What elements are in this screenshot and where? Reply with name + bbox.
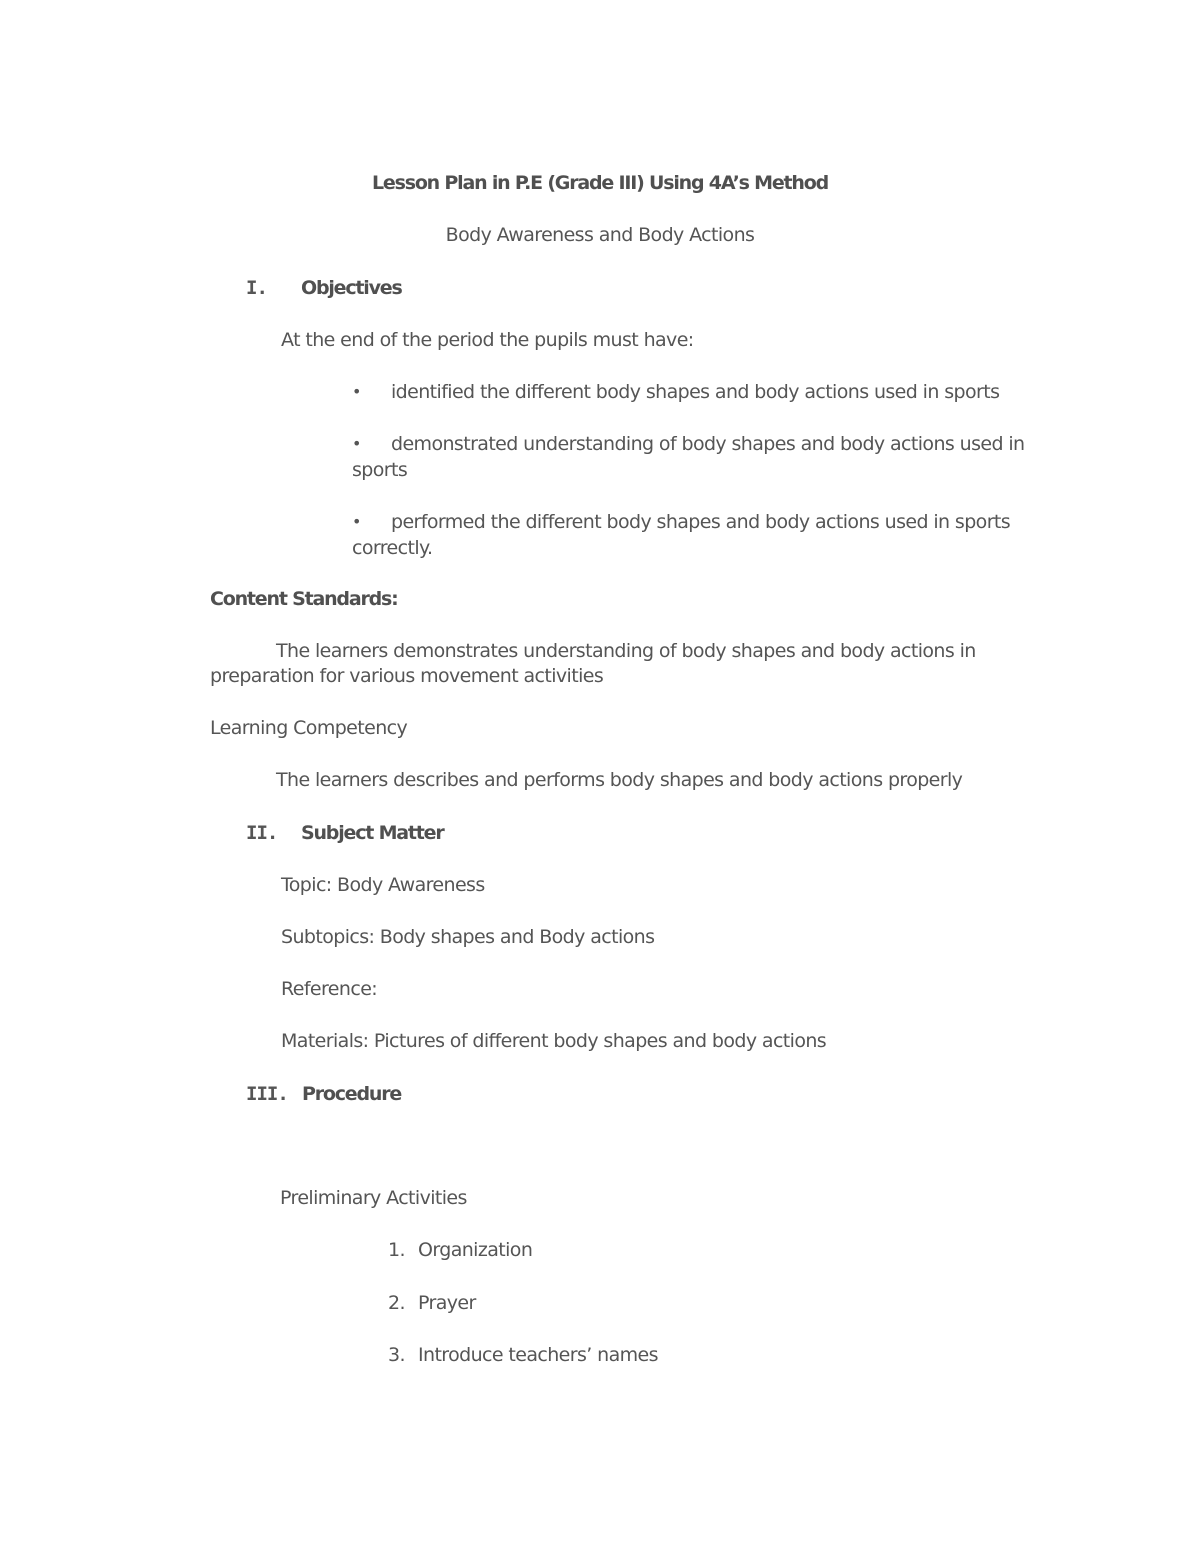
section-heading-procedure: Procedure (302, 1083, 402, 1105)
objectives-intro: At the end of the period the pupils must have: (281, 329, 694, 351)
bullet-icon: • (352, 434, 361, 453)
learning-competency-text: The learners describes and performs body shapes and body actions properly (276, 769, 963, 791)
objective-item-2: demonstrated understanding of body shapes and body actions used in sports (352, 433, 1025, 481)
section-heading-objectives: Objectives (301, 277, 402, 299)
section-numeral-objectives: I. (246, 277, 267, 299)
section-numeral-subject-matter: II. (246, 822, 278, 844)
subject-materials: Materials: Pictures of different body shapes and body actions (281, 1030, 827, 1052)
subject-topic: Topic: Body Awareness (281, 874, 485, 896)
procedure-item-number: 1. (388, 1239, 405, 1261)
page-subtitle: Body Awareness and Body Actions (445, 224, 755, 246)
section-numeral-procedure: III. (246, 1083, 288, 1105)
procedure-item-introduce-names: Introduce teachers’ names (418, 1344, 658, 1366)
subject-reference: Reference: (281, 978, 378, 1000)
preliminary-activities-heading: Preliminary Activities (280, 1187, 467, 1209)
content-standards-text-line2: preparation for various movement activities (210, 665, 604, 687)
bullet-icon: • (352, 512, 361, 531)
procedure-item-number: 2. (388, 1292, 405, 1314)
procedure-item-prayer: Prayer (418, 1292, 476, 1314)
subject-subtopics: Subtopics: Body shapes and Body actions (281, 926, 655, 948)
content-standards-heading: Content Standards: (210, 588, 398, 610)
content-standards-text-line1: The learners demonstrates understanding of body shapes and body actions in (276, 640, 976, 662)
procedure-item-organization: Organization (418, 1239, 533, 1261)
learning-competency-heading: Learning Competency (210, 717, 408, 739)
procedure-item-number: 3. (388, 1344, 405, 1366)
objective-item-1: identified the different body shapes and body actions used in sports (391, 381, 1000, 403)
page-title: Lesson Plan in P.E (Grade III) Using 4A’s Method (372, 172, 828, 194)
bullet-icon: • (352, 382, 361, 401)
section-heading-subject-matter: Subject Matter (301, 822, 444, 844)
objective-item-3: performed the different body shapes and body actions used in sports correctly. (352, 511, 1011, 559)
